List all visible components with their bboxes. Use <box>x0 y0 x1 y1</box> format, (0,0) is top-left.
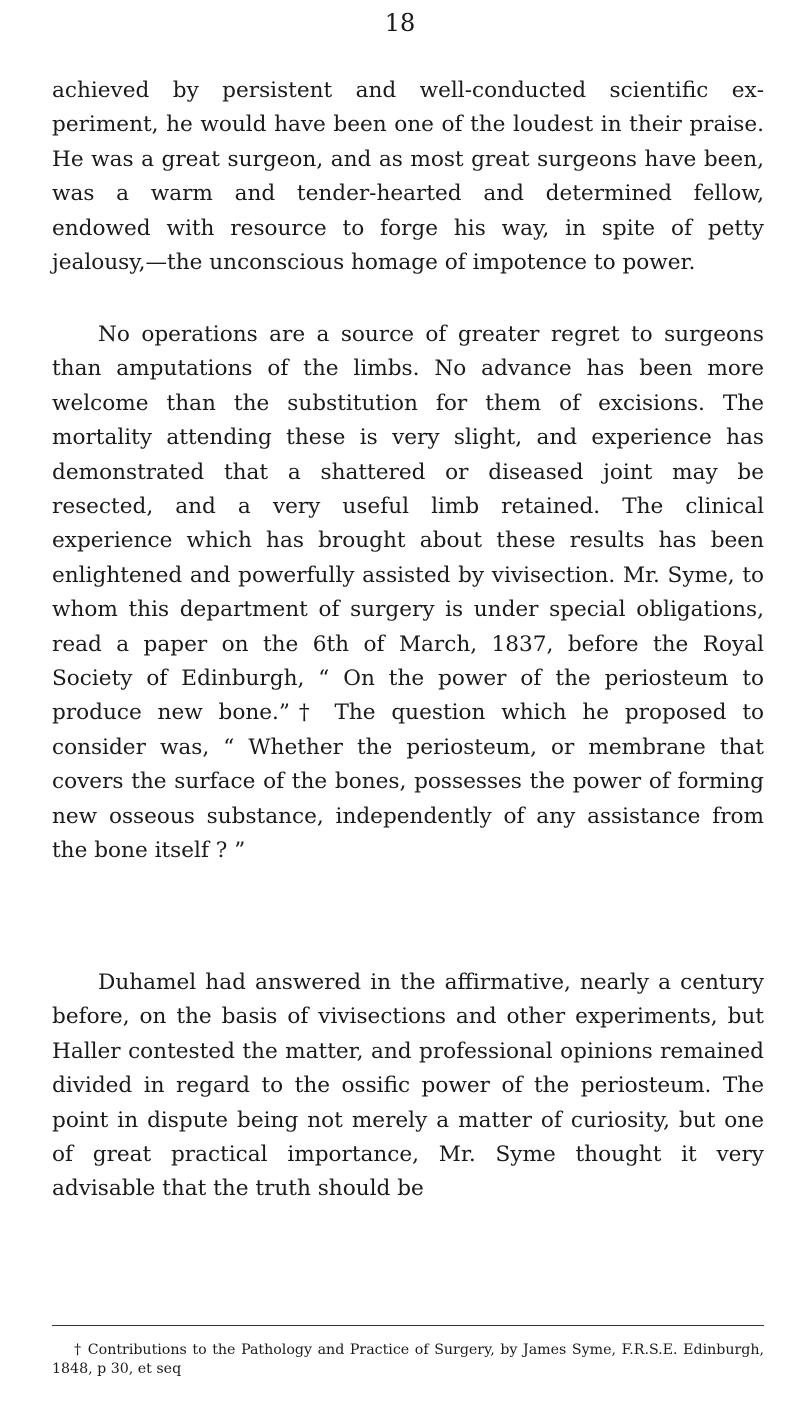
page-number: 18 <box>384 9 416 37</box>
paragraph-continuation <box>52 74 764 280</box>
footnote-divider <box>52 1325 764 1326</box>
paragraph-excisions <box>52 318 764 869</box>
paragraph-text: Duhamel had answered in the affirmative, nearly a century before, on the basis of vivisections and other experiments, but Haller contested the matter, and professional opinions remained divided in regard to the ossific power of the periosteum. The point in dispute being not merely a matter of curiosity, but one of great practical importance, Mr. Syme thought it very advisable that the truth should be <box>52 970 764 1202</box>
paragraph-text: achieved by persistent and well-conducted scientific experiment, he would have been one of the loudest in their praise. He was a great surgeon, and as most great surgeons have been, was a warm and tender-hearted and determined fellow, endowed with resource to forge his way, in spite of petty jealousy,—the unconscious homage of impotence to power. <box>52 78 764 276</box>
paragraph-text: No operations are a source of greater regret to surgeons than amputations of the limbs. No advance has been more welcome than the substitution for them of excisions. The mortality attending these is very slight, and experience has demonstrated that a shattered or diseased joint may be resected, and a very useful limb retained. The clinical experience which has brought about these results has been enlightened and powerfully assisted by vivisection. Mr. Syme, to whom this department of surgery is under special obligations, read a paper on the 6th of March, 1837, before the Royal Society of Edinburgh, “ On the power of the periosteum to produce new bone.”† The question which he proposed to consider was, “ Whether the periosteum, or membrane that covers the surface of the bones, possesses the power of forming new osseous substance, independently of any assistance from the bone itself ? ” <box>52 322 764 864</box>
paragraph-duhamel <box>52 966 764 1207</box>
footnote-text: † Contributions to the Pathology and Practice of Surgery, by James Syme, F.R.S.E. Edinburgh, 1848, p 30, et seq <box>52 1342 764 1377</box>
footnote <box>52 1341 764 1379</box>
